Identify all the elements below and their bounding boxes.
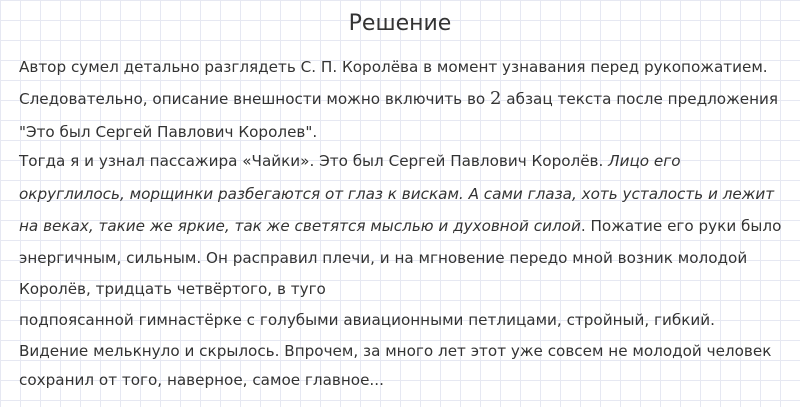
quote-line-6: подпоясанной гимнастёрке с голубыми авиационными петлицами, стройный, гибкий. xyxy=(19,311,715,329)
quote-line-3-italic: на веках, такие же яркие, так же светятся мыслью и духовной силой xyxy=(19,217,581,235)
page-title: Решение xyxy=(348,11,452,36)
quote-line-5: Королёв, тридцать четвёртого, в туго xyxy=(19,280,326,298)
text-line-2 xyxy=(19,88,778,110)
quote-line-4: энергичным, сильным. Он расправил плечи, и на мгновение передо мной возник молодой xyxy=(19,249,748,267)
text-line-1: Автор сумел детально разглядеть С. П. Королёва в момент узнавания перед рукопожатием. xyxy=(19,58,768,76)
text-line-2-start: Следовательно, описание внешности можно включить во xyxy=(19,90,491,108)
quote-line-2-italic: округлилось, морщинки разбегаются от глаз к вискам. А сами глаза, хоть усталость и лежит xyxy=(19,185,775,203)
quote-line-8: сохранил от того, наверное, самое главное... xyxy=(19,371,384,389)
paragraph-number: 2 xyxy=(490,88,502,109)
quote-line-1 xyxy=(19,150,681,172)
quote-line-1-italic: Лицо его xyxy=(608,152,681,170)
quote-line-7: Видение мелькнуло и скрылось. Впрочем, за много лет этот уже совсем не молодой человек xyxy=(19,342,772,360)
quote-line-3 xyxy=(19,215,781,237)
text-line-2-end: абзац текста после предложения xyxy=(501,90,779,108)
quote-line-3-text: . Пожатие его руки было xyxy=(580,217,782,235)
quote-line-2 xyxy=(19,183,774,205)
text-line-3: "Это был Сергей Павлович Королев". xyxy=(19,123,318,141)
quote-line-1-text: Тогда я и узнал пассажира «Чайки». Это был Сергей Павлович Королёв. xyxy=(19,152,609,170)
